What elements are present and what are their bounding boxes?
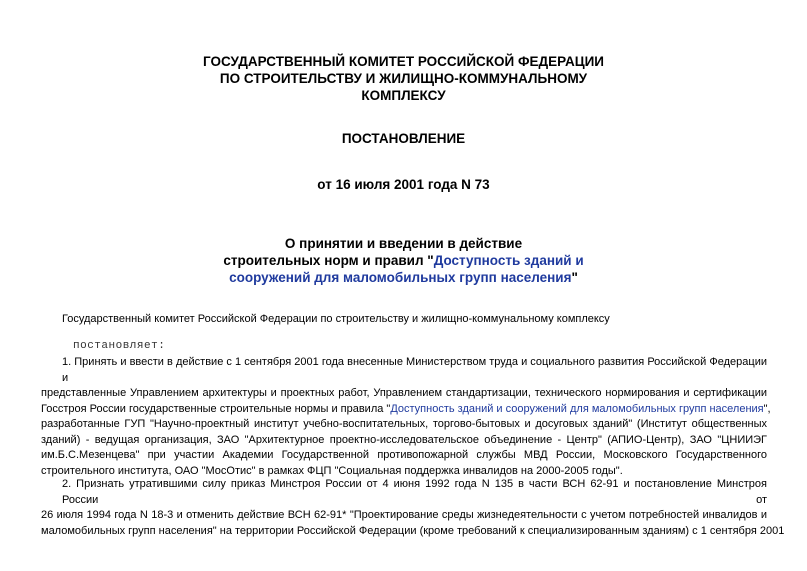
p1-line-4: разработанные ГУП "Научно-проектный институт учебно-воспитательных, торгово-бытовых и досуговых зданий" (Институт общественных <box>41 418 767 430</box>
p1-line-6: им.Б.С.Мезенцева" при участии Академии Государственной противопожарной службы МВД России, Московского Государственного <box>41 449 767 461</box>
preamble-text: Государственный комитет Российской Федерации по строительству и жилищно-коммунальному комплексу <box>62 313 610 325</box>
p2-line-3: маломобильных групп населения" на территории Российской Федерации (кроме требований к специализированным зданиям) с 1 сентября 2001 <box>41 524 785 537</box>
p1-line-7: строительного института, ОАО "МосОтис" в рамках ФЦП "Социальная поддержка инвалидов на 2000-2005 годы". <box>41 464 623 477</box>
title-link-part-2[interactable]: сооружений для маломобильных групп населения <box>229 270 572 285</box>
p1-line-3 <box>41 402 771 418</box>
p1-line-3-end: ", <box>763 402 771 415</box>
p1-line-2: представленные Управлением архитектуры и проектных работ, Управлением стандартизации, технического нормирования и сертификации <box>41 387 767 399</box>
title-line-1: О принятии и введении в действие <box>284 236 523 251</box>
document-title <box>0 235 807 286</box>
p1-line-3-text: Госстроя России государственные строительные нормы и правила " <box>41 402 391 415</box>
document-type: ПОСТАНОВЛЕНИЕ <box>341 131 466 146</box>
p2-line-2: 26 июля 1994 года N 18-3 и отменить действие ВСН 62-91* "Проектирование среды жизнедеятельности с учетом потребностей инвалидов и <box>41 509 767 521</box>
paragraph-1 <box>41 355 771 479</box>
p1-line-5: зданий) - ведущая организация, ЗАО "Архитектурное проектно-исследовательское объединение - Центр" (АПИО-Центр), ЗАО "ЦНИИЭГ <box>41 433 767 446</box>
document-date: от 16 июля 2001 года N 73 <box>317 177 490 192</box>
agency-line-1: ГОСУДАРСТВЕННЫЙ КОМИТЕТ РОССИЙСКОЙ ФЕДЕРАЦИИ <box>203 54 604 69</box>
agency-line-3: КОМПЛЕКСУ <box>361 88 446 103</box>
p2-line-1: 2. Признать утратившими силу приказ Минстроя России от 4 июня 1992 года N 135 в части ВСН 62-91 и постановление Минстроя России от <box>62 478 767 506</box>
title-line-2 <box>0 252 807 269</box>
title-suffix: " <box>571 270 578 285</box>
p1-line-1: 1. Принять и ввести в действие с 1 сентября 2001 года внесенные Министерством труда и социального развития Российской Федерации и <box>62 356 767 384</box>
agency-line-2: ПО СТРОИТЕЛЬСТВУ И ЖИЛИЩНО-КОММУНАЛЬНОМУ <box>219 71 588 86</box>
title-line-3 <box>0 269 807 286</box>
paragraph-2 <box>41 477 785 539</box>
p1-standard-link[interactable]: Доступность зданий и сооружений для маломобильных групп населения <box>390 402 764 415</box>
title-link-part-1[interactable]: Доступность зданий и <box>433 253 584 268</box>
decree-word: постановляет: <box>73 340 166 352</box>
issuing-agency <box>0 53 807 104</box>
title-prefix: строительных норм и правил " <box>223 253 434 268</box>
